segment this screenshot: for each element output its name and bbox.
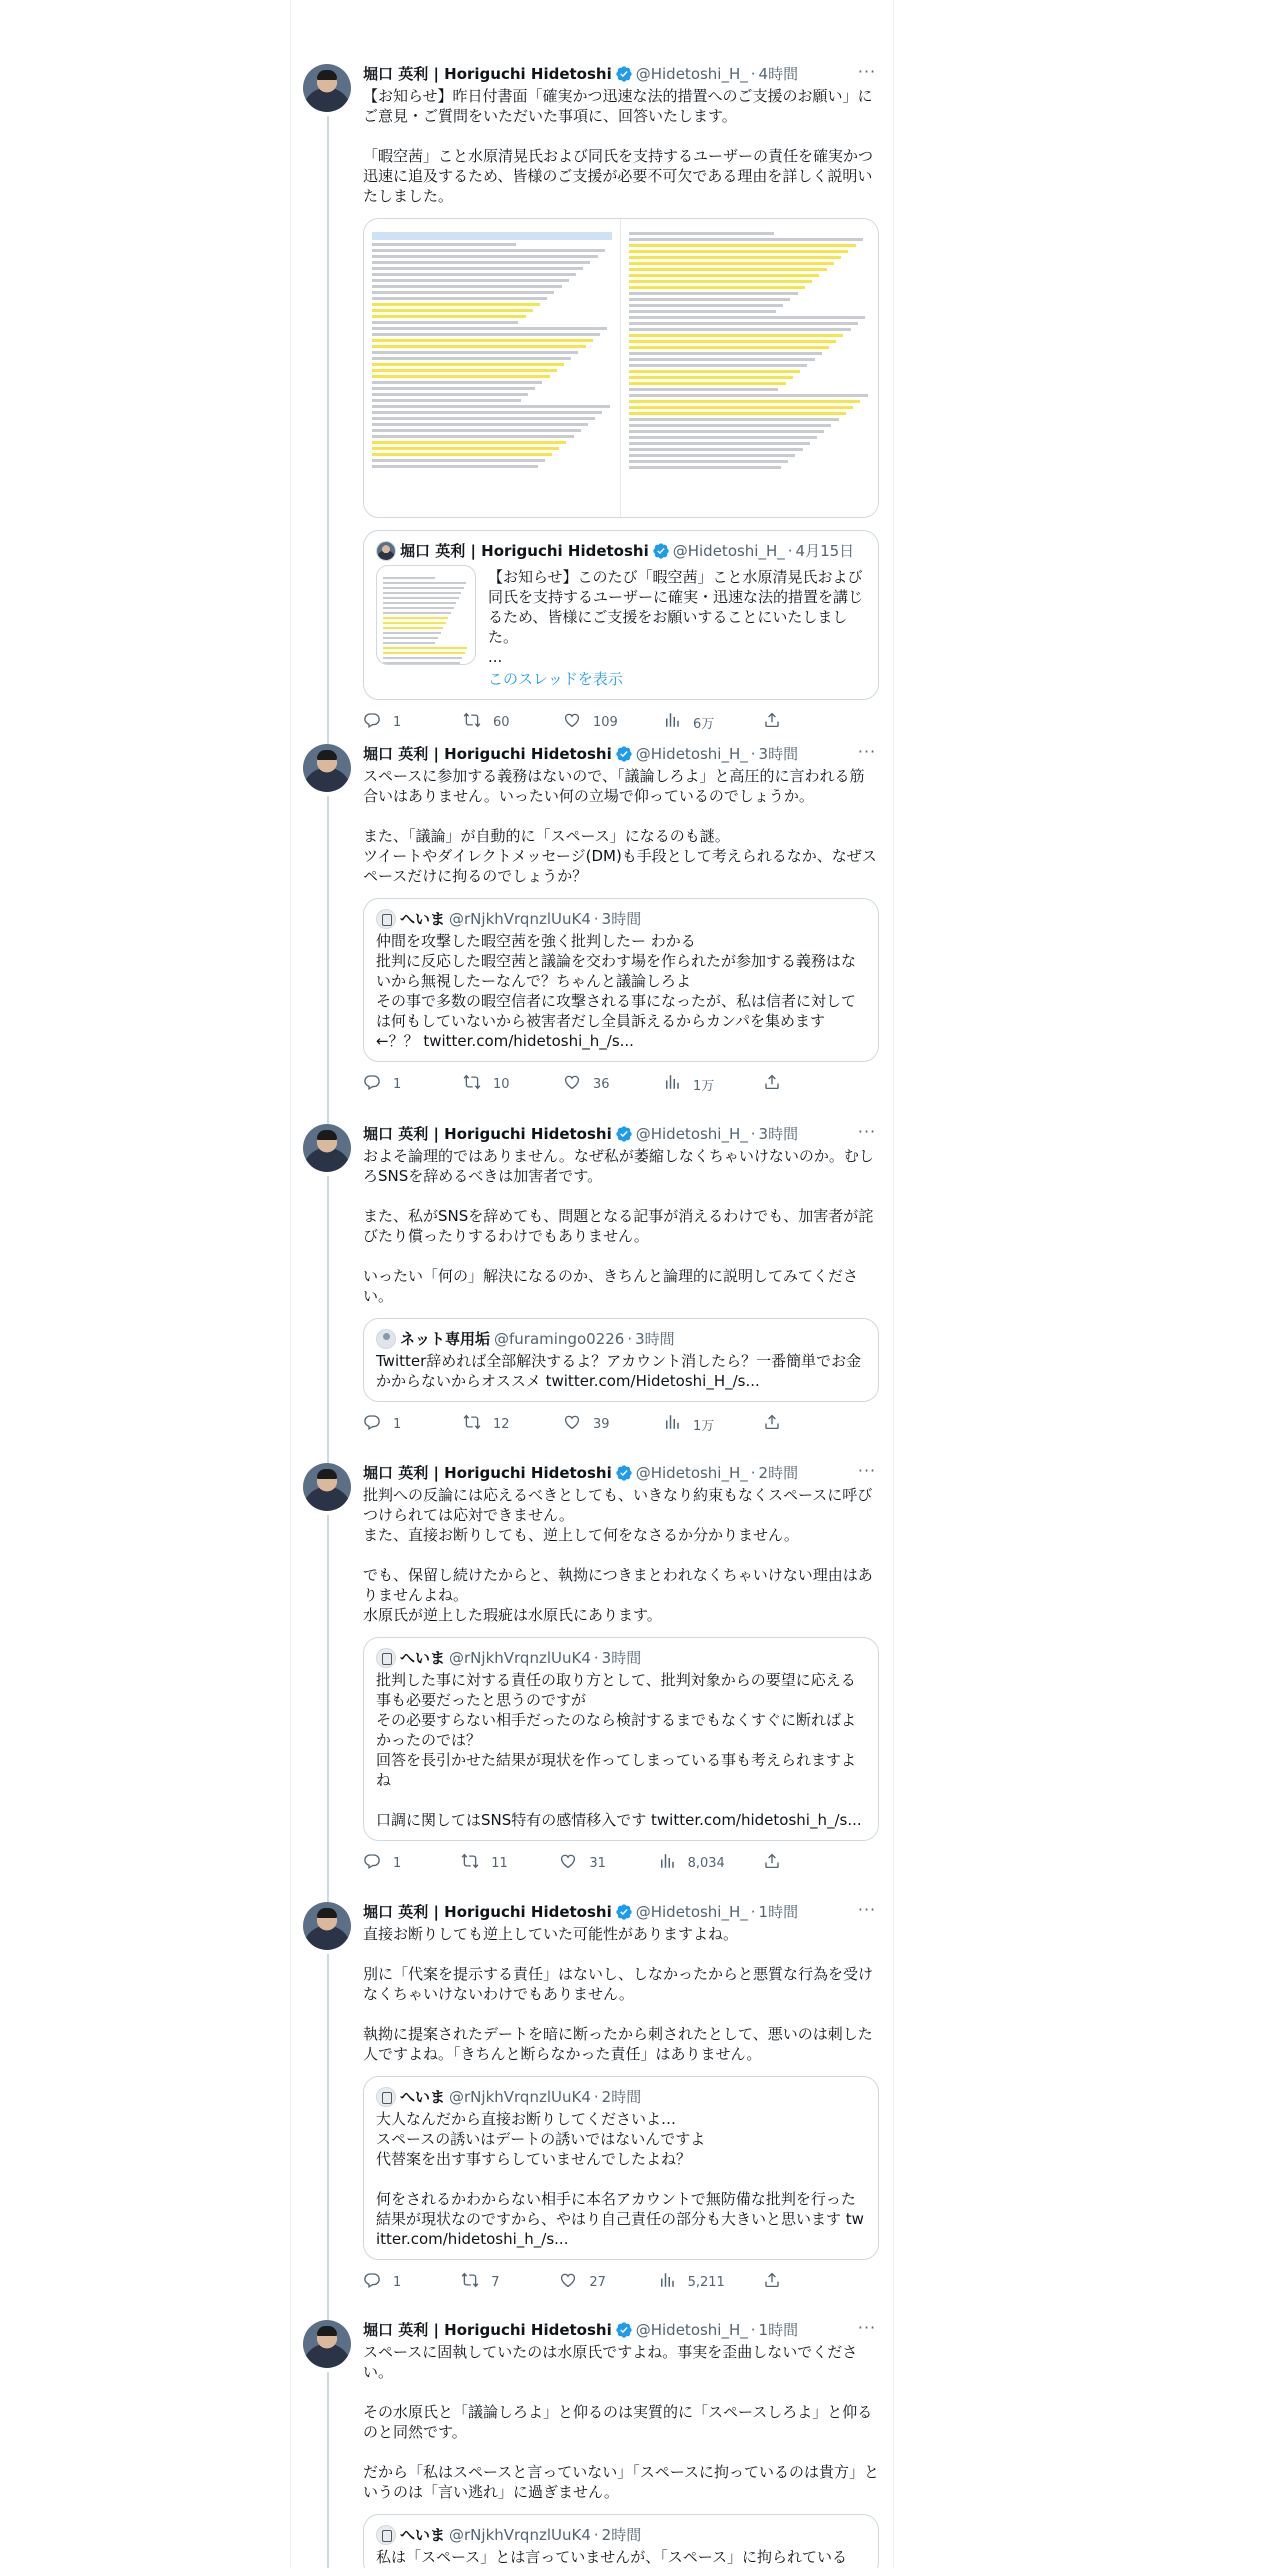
tweet-body bbox=[363, 1902, 879, 2292]
document-text-line bbox=[372, 327, 607, 330]
author-name[interactable]: 堀口 英利 | Horiguchi Hidetoshi bbox=[363, 745, 612, 763]
reply-button[interactable] bbox=[363, 1414, 423, 1434]
replies-count: 1 bbox=[393, 714, 402, 730]
document-text-line bbox=[383, 657, 462, 659]
avatar[interactable] bbox=[303, 1463, 351, 1511]
retweet-icon bbox=[463, 1073, 493, 1095]
document-text-line bbox=[372, 369, 557, 372]
document-text-line bbox=[383, 652, 465, 654]
separator-dot: · bbox=[593, 2526, 599, 2544]
author-handle[interactable]: @Hidetoshi_H_ bbox=[635, 1903, 748, 1921]
tweet-header bbox=[363, 744, 879, 764]
retweets-count: 10 bbox=[493, 1076, 510, 1092]
tweet-actions bbox=[363, 1074, 793, 1094]
tweet-header bbox=[363, 1124, 879, 1144]
show-thread-link[interactable]: このスレッドを表示 bbox=[488, 670, 623, 688]
tweet-timestamp[interactable]: 4時間 bbox=[758, 65, 799, 83]
document-text-line bbox=[372, 453, 552, 456]
document-text-line bbox=[372, 447, 559, 450]
verified-badge-icon bbox=[615, 1464, 633, 1482]
tweet-header bbox=[363, 1463, 879, 1483]
like-icon bbox=[559, 2271, 589, 2293]
retweet-icon bbox=[461, 2271, 491, 2293]
separator-dot: · bbox=[750, 65, 756, 83]
document-text-line bbox=[629, 412, 846, 415]
like-icon bbox=[563, 1073, 593, 1095]
document-text-line bbox=[372, 459, 545, 462]
tweet-text: 批判への反論には応えるべきとしても、いきなり約束もなくスペースに呼びつけられては応対できません。 また、直接お断りしても、逆上して何をなさるか分かりません。 でも、保留し続けたからと、執拗につきまとわれなくちゃいけない理由はありませんよね。 水原氏が逆上した瑕疵は水原氏にあります。 bbox=[363, 1486, 873, 1624]
tweet-header bbox=[363, 2320, 879, 2340]
avatar[interactable] bbox=[303, 1902, 351, 1950]
views-count: 1万 bbox=[693, 1418, 715, 1434]
document-text-line bbox=[629, 256, 841, 259]
replies-count: 1 bbox=[393, 1076, 402, 1092]
quoted-author-name: 堀口 英利 | Horiguchi Hidetoshi bbox=[400, 542, 649, 560]
retweet-icon bbox=[461, 1852, 491, 1874]
document-text-line bbox=[629, 448, 803, 451]
retweet-icon bbox=[463, 711, 493, 733]
verified-badge-icon bbox=[615, 65, 633, 83]
tweet-timestamp[interactable]: 3時間 bbox=[758, 1125, 799, 1143]
document-text-line bbox=[629, 442, 810, 445]
avatar[interactable] bbox=[303, 2320, 351, 2368]
reply-button[interactable] bbox=[363, 712, 423, 732]
document-text-line bbox=[629, 322, 858, 325]
document-text-line bbox=[629, 334, 843, 337]
separator-dot: · bbox=[787, 542, 793, 560]
verified-badge-icon bbox=[615, 745, 633, 763]
quoted-author-handle: @rNjkhVrqnzlUuK4 bbox=[449, 2088, 591, 2106]
document-text-line bbox=[383, 582, 466, 584]
quoted-tweet[interactable] bbox=[363, 2076, 879, 2260]
thread-connector-line bbox=[327, 1176, 329, 1463]
tweet-timestamp[interactable]: 1時間 bbox=[758, 1903, 799, 1921]
quoted-tweet-header bbox=[376, 2087, 866, 2107]
verified-badge-icon bbox=[615, 1903, 633, 1921]
verified-badge-icon bbox=[615, 2321, 633, 2339]
author-name[interactable]: 堀口 英利 | Horiguchi Hidetoshi bbox=[363, 1125, 612, 1143]
like-button[interactable] bbox=[559, 2272, 619, 2292]
quoted-author-handle: @furamingo0226 bbox=[494, 1330, 625, 1348]
document-text-line bbox=[629, 274, 819, 277]
tweet-text: スペースに参加する義務はないので、「議論しろよ」と高圧的に言われる筋合いはありません。いったい何の立場で仰っているのでしょうか。 また、「議論」が自動的に「スペース」になるのも謎。 ツイートやダイレクトメッセージ(DM)も手段として考えられるなか、なぜスペースだけに拘るのでしょうか？ bbox=[363, 767, 877, 885]
document-text-line bbox=[629, 232, 774, 235]
author-handle[interactable]: @Hidetoshi_H_ bbox=[635, 2321, 748, 2339]
quoted-tweet[interactable] bbox=[363, 1318, 879, 1402]
quoted-author-name: ネット専用垢 bbox=[400, 1330, 491, 1348]
avatar[interactable] bbox=[303, 1124, 351, 1172]
quoted-text: 仲間を攻撃した暇空茜を強く批判したー わかる 批判に反応した暇空茜と議論を交わす場を作られたが参加する義務はないから無視したーなんで？ちゃんと議論しろよ その事で多数の暇空信者に攻撃される事になったが、私は信者に対しては何もしていないから被害者だし全員訴えるからカンパを集めます←？？ twitter.com/hidetoshi_h_/s... bbox=[376, 932, 857, 1050]
document-text-line bbox=[372, 393, 528, 396]
document-text-line bbox=[383, 622, 446, 624]
avatar[interactable] bbox=[303, 744, 351, 792]
like-icon bbox=[559, 1852, 589, 1874]
document-text-line bbox=[629, 262, 834, 265]
document-text-line bbox=[372, 309, 533, 312]
document-text-line bbox=[383, 637, 438, 639]
tweet-actions bbox=[363, 1853, 793, 1873]
share-button[interactable] bbox=[763, 1414, 793, 1434]
separator-dot: · bbox=[627, 1330, 633, 1348]
quoted-author-name: へいま bbox=[400, 2088, 446, 2106]
document-text-line bbox=[372, 441, 566, 444]
likes-count: 31 bbox=[589, 1855, 606, 1871]
quoted-avatar bbox=[376, 1648, 396, 1668]
tweet-header bbox=[363, 1902, 879, 1922]
document-text-line bbox=[372, 291, 554, 294]
separator-dot: · bbox=[750, 1125, 756, 1143]
separator-dot: · bbox=[750, 1903, 756, 1921]
document-text-line bbox=[372, 435, 574, 438]
like-icon bbox=[563, 711, 593, 733]
retweets-count: 12 bbox=[493, 1416, 510, 1432]
quoted-avatar bbox=[376, 2525, 396, 2545]
document-text-line bbox=[372, 363, 564, 366]
more-icon[interactable]: ··· bbox=[857, 62, 877, 81]
document-text-line bbox=[383, 662, 460, 664]
document-text-line bbox=[372, 405, 610, 408]
document-text-line bbox=[372, 423, 588, 426]
tweet-text: およそ論理的ではありません。なぜ私が萎縮しなくちゃいけないのか。むしろSNSを辞めるべきは加害者です。 また、私がSNSを辞めても、問題となる記事が消えるわけでも、加害者が詫びたり償ったりするわけでもありません。 いったい「何の」解決になるのか、きちんと論理的に説明してみてください。 bbox=[363, 1147, 874, 1305]
like-button[interactable] bbox=[563, 712, 623, 732]
document-text-line bbox=[629, 352, 822, 355]
retweet-button[interactable] bbox=[463, 1074, 523, 1094]
document-text-line bbox=[629, 358, 815, 361]
reply-icon bbox=[363, 1852, 393, 1874]
author-handle[interactable]: @Hidetoshi_H_ bbox=[635, 745, 748, 763]
views-button[interactable] bbox=[658, 1853, 725, 1873]
like-icon bbox=[563, 1413, 593, 1435]
reply-button[interactable] bbox=[363, 1074, 423, 1094]
document-text-line bbox=[629, 346, 829, 349]
likes-count: 109 bbox=[593, 714, 618, 730]
document-text-line bbox=[629, 394, 868, 397]
tweet-text: 直接お断りしても逆上していた可能性がありますよね。 別に「代案を提示する責任」はないし、しなかったからと悪質な行為を受けなくちゃいけないわけでもありません。 執拗に提案されたデートを暗に断ったから刺されたとして、悪いのは刺した人ですよね。「きちんと断らなかった責任」はありません。 bbox=[363, 1925, 874, 2063]
quoted-timestamp: 2時間 bbox=[601, 2526, 642, 2544]
tweet-text: スペースに固執していたのは水原氏ですよね。事実を歪曲しないでください。 その水原氏と「議論しろよ」と仰るのは実質的に「スペースしろよ」と仰るのと同然です。 だから「私はスペースと言っていない」「スペースに拘っているのは貴方」というのは「言い逃れ」に過ぎません。 bbox=[363, 2343, 880, 2501]
document-text-line bbox=[372, 249, 605, 252]
thread-connector-line bbox=[327, 2372, 329, 2568]
document-text-line bbox=[383, 627, 443, 629]
author-name[interactable]: 堀口 英利 | Horiguchi Hidetoshi bbox=[363, 2321, 612, 2339]
document-text-line bbox=[372, 303, 540, 306]
share-button[interactable] bbox=[763, 712, 793, 732]
document-text-line bbox=[383, 642, 435, 644]
more-icon[interactable]: ··· bbox=[857, 2318, 877, 2337]
quoted-timestamp: 2時間 bbox=[601, 2088, 642, 2106]
document-text-line bbox=[372, 345, 586, 348]
document-text-line bbox=[383, 602, 456, 604]
replies-count: 1 bbox=[393, 2274, 402, 2290]
document-text-line bbox=[629, 424, 831, 427]
views-button[interactable] bbox=[663, 712, 723, 732]
quoted-text: 批判した事に対する責任の取り方として、批判対象からの要望に応える事も必要だったと思うのですが その必要すらない相手だったのなら検討するまでもなくすぐに断ればよかったのでは？ 回答を長引かせた結果が現状を作ってしまっている事も考えられますよね 口調に関してはSNS特有の感情移入です twitter.com/hidetoshi_h_/s... bbox=[376, 1671, 862, 1829]
document-page bbox=[621, 219, 878, 517]
document-text-line bbox=[629, 328, 851, 331]
document-text-line bbox=[629, 400, 860, 403]
document-text-line bbox=[372, 273, 576, 276]
document-heading-bar bbox=[372, 232, 612, 240]
document-text-line bbox=[372, 357, 571, 360]
retweets-count: 7 bbox=[491, 2274, 500, 2290]
views-icon bbox=[658, 2271, 688, 2293]
quoted-avatar bbox=[376, 1329, 396, 1349]
quoted-content-row bbox=[376, 565, 866, 689]
quoted-timestamp: 3時間 bbox=[635, 1330, 675, 1348]
document-text-line bbox=[383, 632, 441, 634]
quoted-author-handle: @Hidetoshi_H_ bbox=[672, 542, 785, 560]
author-name[interactable]: 堀口 英利 | Horiguchi Hidetoshi bbox=[363, 1464, 612, 1482]
quoted-text: 大人なんだから直接お断りしてくださいよ… スペースの誘いはデートの誘いではないんですよ 代替案を出す事すらしていませんでしたよね？ 何をされるかわからない相手に本名アカウントで無防備な批判を行った結果が現状なのですから、やはり自己責任の部分も大きいと思います twitter.com/hidetoshi_h_/s... bbox=[376, 2110, 864, 2248]
reply-icon bbox=[363, 1413, 393, 1435]
views-icon bbox=[658, 1852, 688, 1874]
document-text-line bbox=[629, 388, 778, 391]
retweet-icon bbox=[463, 1413, 493, 1435]
timeline-right-border bbox=[893, 0, 894, 2568]
quoted-tweet-header bbox=[376, 909, 866, 929]
quoted-timestamp: 3時間 bbox=[601, 910, 642, 928]
quoted-tweet[interactable] bbox=[363, 1637, 879, 1841]
document-text-line bbox=[372, 243, 516, 246]
quoted-media-thumbnail[interactable] bbox=[376, 565, 476, 665]
retweet-button[interactable] bbox=[463, 1414, 523, 1434]
quoted-author-name: へいま bbox=[400, 1649, 446, 1667]
reply-icon bbox=[363, 2271, 393, 2293]
reply-icon bbox=[363, 1073, 393, 1095]
quoted-tweet[interactable] bbox=[363, 2514, 879, 2568]
document-text-line bbox=[372, 285, 562, 288]
views-icon bbox=[663, 1413, 693, 1435]
document-text-line bbox=[372, 315, 526, 318]
document-text-line bbox=[372, 399, 521, 402]
document-text-line bbox=[372, 387, 535, 390]
tweet-timestamp[interactable]: 2時間 bbox=[758, 1464, 799, 1482]
more-icon[interactable]: ··· bbox=[857, 1900, 877, 1919]
document-text-line bbox=[629, 310, 776, 313]
quoted-avatar bbox=[376, 541, 396, 561]
views-count: 1万 bbox=[693, 1078, 715, 1094]
document-text-line bbox=[629, 250, 848, 253]
quoted-text: Twitter辞めれば全部解決するよ？アカウント消したら？一番簡単でお金かからないからオススメ twitter.com/Hidetoshi_H_/s... bbox=[376, 1352, 862, 1390]
reply-icon bbox=[363, 711, 393, 733]
share-button[interactable] bbox=[763, 2272, 793, 2292]
views-count: 5,211 bbox=[687, 2274, 725, 2290]
document-text-line bbox=[372, 261, 590, 264]
separator-dot: · bbox=[593, 2088, 599, 2106]
document-text-line bbox=[372, 297, 547, 300]
author-handle[interactable]: @Hidetoshi_H_ bbox=[635, 1125, 748, 1143]
document-text-line bbox=[629, 244, 856, 247]
thread-connector-line bbox=[327, 796, 329, 1124]
like-button[interactable] bbox=[559, 1853, 619, 1873]
document-text-line bbox=[383, 597, 459, 599]
separator-dot: · bbox=[750, 745, 756, 763]
document-text-line bbox=[629, 370, 800, 373]
share-button[interactable] bbox=[763, 1853, 793, 1873]
document-text-line bbox=[629, 292, 798, 295]
quoted-tweet-header bbox=[376, 541, 866, 561]
document-text-line bbox=[383, 612, 451, 614]
more-icon[interactable]: ··· bbox=[857, 1122, 877, 1141]
share-icon bbox=[763, 2271, 793, 2293]
document-text-line bbox=[629, 382, 786, 385]
document-text-line bbox=[629, 286, 805, 289]
document-text-line bbox=[383, 587, 464, 589]
document-text-line bbox=[629, 340, 836, 343]
document-page bbox=[364, 219, 621, 517]
retweet-button[interactable] bbox=[461, 2272, 521, 2292]
document-text-line bbox=[629, 298, 790, 301]
tweet-actions bbox=[363, 1414, 793, 1434]
document-text-line bbox=[372, 267, 583, 270]
document-text-line bbox=[629, 364, 807, 367]
document-text-line bbox=[372, 279, 569, 282]
document-text-line bbox=[383, 607, 454, 609]
retweet-button[interactable] bbox=[461, 1853, 521, 1873]
like-button[interactable] bbox=[563, 1074, 623, 1094]
tweet-body bbox=[363, 1124, 879, 1434]
document-text-line bbox=[383, 577, 435, 579]
quoted-author-handle: @rNjkhVrqnzlUuK4 bbox=[449, 1649, 591, 1667]
tweet-body bbox=[363, 64, 879, 732]
document-text-line bbox=[372, 339, 593, 342]
quoted-tweet[interactable] bbox=[363, 898, 879, 1062]
views-button[interactable] bbox=[663, 1074, 723, 1094]
document-text-line bbox=[372, 411, 602, 414]
thread-connector-line bbox=[327, 116, 329, 744]
thread-connector-line bbox=[327, 1954, 329, 2320]
thread-connector-line bbox=[327, 1515, 329, 1902]
document-text-line bbox=[629, 376, 793, 379]
document-text-line bbox=[629, 406, 853, 409]
quoted-avatar bbox=[376, 2087, 396, 2107]
author-handle[interactable]: @Hidetoshi_H_ bbox=[635, 65, 748, 83]
attached-document-image[interactable] bbox=[363, 218, 879, 518]
views-button[interactable] bbox=[658, 2272, 725, 2292]
tweet-body bbox=[363, 2320, 879, 2568]
document-text-line bbox=[383, 592, 461, 594]
tweet-timestamp[interactable]: 1時間 bbox=[758, 2321, 799, 2339]
separator-dot: · bbox=[593, 1649, 599, 1667]
document-text-line bbox=[629, 316, 865, 319]
document-text-line bbox=[372, 351, 578, 354]
timeline-left-border bbox=[290, 0, 291, 2568]
likes-count: 39 bbox=[593, 1416, 610, 1432]
document-text-line bbox=[372, 465, 538, 468]
document-text-line bbox=[629, 430, 824, 433]
quoted-author-name: へいま bbox=[400, 910, 446, 928]
replies-count: 1 bbox=[393, 1855, 402, 1871]
quoted-text: 私は「スペース」とは言っていませんが、「スペース」に拘られている bbox=[376, 2548, 848, 2566]
document-text-line bbox=[372, 381, 542, 384]
share-button[interactable] bbox=[763, 1074, 793, 1094]
tweet-actions bbox=[363, 2272, 793, 2292]
document-text-line bbox=[629, 460, 788, 463]
document-text-line bbox=[372, 255, 598, 258]
quoted-tweet-header bbox=[376, 1329, 866, 1349]
quoted-avatar bbox=[376, 909, 396, 929]
quoted-tweet-header bbox=[376, 2525, 866, 2545]
document-text-line bbox=[372, 375, 550, 378]
document-text-line bbox=[629, 454, 795, 457]
views-count: 6万 bbox=[693, 716, 715, 732]
verified-badge-icon bbox=[652, 542, 670, 560]
tweet-body bbox=[363, 1463, 879, 1873]
document-text-line bbox=[372, 417, 595, 420]
document-text-line bbox=[383, 647, 467, 649]
retweets-count: 60 bbox=[493, 714, 510, 730]
tweet-text: 【お知らせ】昨日付書面「確実かつ迅速な法的措置へのご支援のお願い」にご意見・ご質問をいただいた事項に、回答いたします。 「暇空茜」こと水原清晃氏および同氏を支持するユーザーの責任を確実かつ迅速に追及するため、皆様のご支援が必要不可欠である理由を詳しく説明いたしました。 bbox=[363, 87, 874, 205]
document-text-line bbox=[629, 466, 781, 469]
document-text-line bbox=[372, 429, 581, 432]
separator-dot: · bbox=[593, 910, 599, 928]
more-icon[interactable]: ··· bbox=[857, 742, 877, 761]
document-text-line bbox=[629, 436, 817, 439]
tweet-actions bbox=[363, 712, 793, 732]
like-button[interactable] bbox=[563, 1414, 623, 1434]
avatar[interactable] bbox=[303, 64, 351, 112]
share-icon bbox=[763, 1413, 793, 1435]
quoted-text-column bbox=[488, 565, 866, 689]
views-icon bbox=[663, 711, 693, 733]
replies-count: 1 bbox=[393, 1416, 402, 1432]
verified-badge-icon bbox=[615, 1125, 633, 1143]
more-icon[interactable]: ··· bbox=[857, 1461, 877, 1480]
author-name[interactable]: 堀口 英利 | Horiguchi Hidetoshi bbox=[363, 1903, 612, 1921]
author-name[interactable]: 堀口 英利 | Horiguchi Hidetoshi bbox=[363, 65, 612, 83]
likes-count: 27 bbox=[589, 2274, 606, 2290]
retweet-button[interactable] bbox=[463, 712, 523, 732]
tweet-timestamp[interactable]: 3時間 bbox=[758, 745, 799, 763]
quoted-timestamp: 3時間 bbox=[601, 1649, 642, 1667]
quoted-text: 【お知らせ】このたび「暇空茜」こと水原清晃氏および同氏を支持するユーザーに確実・迅速な法的措置を講じるため、皆様にご支援をお願いすることにいたしました。 ... bbox=[488, 568, 864, 666]
tweet-body bbox=[363, 744, 879, 1094]
quoted-tweet-header bbox=[376, 1648, 866, 1668]
document-text-line bbox=[629, 418, 839, 421]
document-text-line bbox=[629, 268, 827, 271]
quoted-tweet[interactable] bbox=[363, 530, 879, 700]
likes-count: 36 bbox=[593, 1076, 610, 1092]
quoted-author-name: へいま bbox=[400, 2526, 446, 2544]
document-text-line bbox=[629, 304, 783, 307]
share-icon bbox=[763, 711, 793, 733]
tweet-header bbox=[363, 64, 879, 84]
separator-dot: · bbox=[750, 2321, 756, 2339]
quoted-timestamp: 4月15日 bbox=[795, 542, 855, 560]
document-text-line bbox=[372, 333, 600, 336]
share-icon bbox=[763, 1852, 793, 1874]
document-text-line bbox=[383, 617, 448, 619]
views-button[interactable] bbox=[663, 1414, 723, 1434]
retweets-count: 11 bbox=[491, 1855, 508, 1871]
share-icon bbox=[763, 1073, 793, 1095]
author-handle[interactable]: @Hidetoshi_H_ bbox=[635, 1464, 748, 1482]
document-text-line bbox=[372, 321, 518, 324]
document-text-line bbox=[629, 280, 812, 283]
document-text-line bbox=[629, 238, 863, 241]
quoted-author-handle: @rNjkhVrqnzlUuK4 bbox=[449, 910, 591, 928]
separator-dot: · bbox=[750, 1464, 756, 1482]
reply-button[interactable] bbox=[363, 1853, 423, 1873]
quoted-author-handle: @rNjkhVrqnzlUuK4 bbox=[449, 2526, 591, 2544]
views-count: 8,034 bbox=[687, 1855, 725, 1871]
reply-button[interactable] bbox=[363, 2272, 423, 2292]
views-icon bbox=[663, 1073, 693, 1095]
